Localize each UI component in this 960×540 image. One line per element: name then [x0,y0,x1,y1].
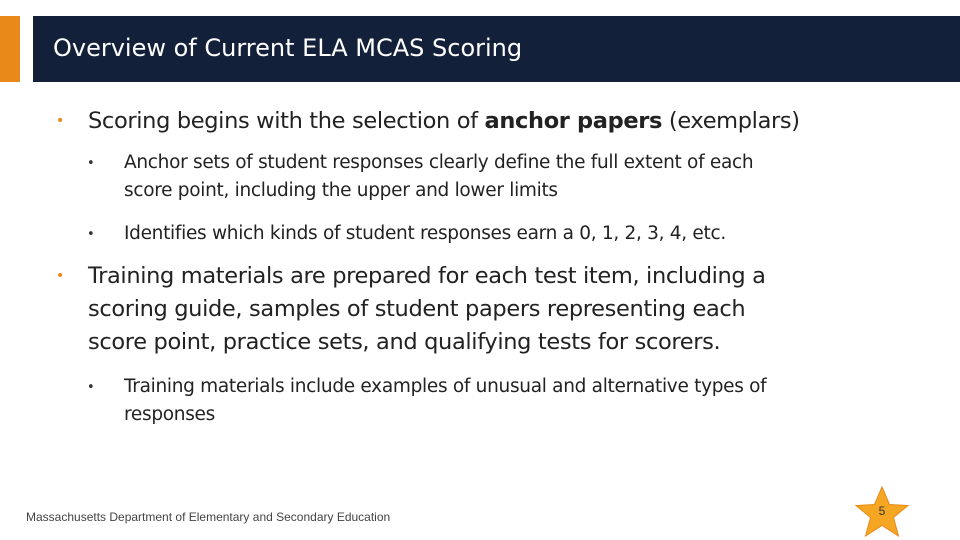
subbullet-1-1-text [124,149,753,205]
subbullet-1-1-line-2: score point, including the upper and lower limits [124,180,558,201]
bullet-dot-icon: • [56,113,65,129]
subbullet-1-2-line-1: Identifies which kinds of student responses earn a 0, 1, 2, 3, 4, etc. [124,223,726,244]
subbullet-2-1-line-1: Training materials include examples of unusual and alternative types of [124,376,767,397]
bullet-dot-icon: • [87,156,95,171]
bullet-2-text [88,260,766,359]
bullet-2-line-2: scoring guide, samples of student papers representing each [88,296,746,322]
bullet-2-line-3: score point, practice sets, and qualifying tests for scorers. [88,329,721,355]
bullet-1-text [88,105,800,138]
bullet-1-bold-term: anchor papers [484,108,663,134]
subbullet-2-1-text [124,373,766,429]
bullet-dot-icon: • [87,380,95,395]
page-number: 5 [878,504,886,518]
bullet-dot-icon: • [87,227,95,242]
slide-title: Overview of Current ELA MCAS Scoring [53,34,523,62]
subbullet-1-1-line-1: Anchor sets of student responses clearly define the full extent of each [124,152,754,173]
footer-text: Massachusetts Department of Elementary and Secondary Education [26,510,391,524]
bullet-dot-icon: • [56,268,65,284]
bullet-1-text-end: (exemplars) [662,108,800,134]
bullet-2-line-1: Training materials are prepared for each test item, including a [88,263,766,289]
subbullet-2-1-line-2: responses [124,404,215,425]
bullet-1-text-start: Scoring begins with the selection of [88,108,485,134]
subbullet-1-2-text [124,220,726,248]
